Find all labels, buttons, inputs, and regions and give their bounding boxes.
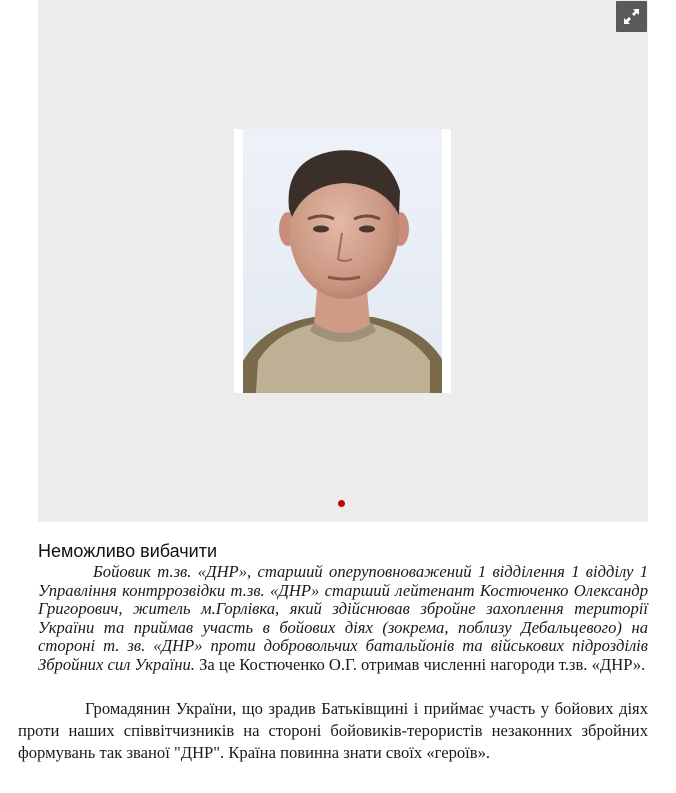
paragraph-1-italic-text: Бойовик т.зв. «ДНР», старший оперуповноважений 1 відділення 1 відділу 1 Управління контррозвідки т.зв. «ДНР» старший лейтенант Костюченко Олександр Григорович, житель м.Горлівка, який здійснював збройне захоплення території України та приймав участь в бойових діях (зокрема, поблизу Дебальцевого) на стороні т. зв. «ДНР» проти добровольчих батальйонів та військових підрозділів Збройних сил України.: [38, 562, 648, 674]
fullscreen-button[interactable]: [616, 1, 647, 32]
article-paragraph-2: Громадянин України, що зрадив Батьківщині і приймає участь у бойових діях проти наших співвітчизників на стороні бойовиків-терористів незаконних збройних формувань так званої "ДНР". Країна повинна знати своїх «героїв».: [18, 699, 648, 763]
paragraph-1-plain-text: За це Костюченко О.Г. отримав численні нагороди т.зв. «ДНР».: [194, 654, 646, 674]
portrait-image: [234, 129, 451, 393]
slide-indicator-dot[interactable]: [338, 500, 345, 507]
article-paragraph-1: [38, 563, 648, 675]
photo-gallery: [38, 0, 648, 522]
expand-icon: [616, 1, 647, 32]
portrait-photo[interactable]: [234, 129, 451, 393]
article-title: Неможливо вибачити: [38, 541, 218, 561]
